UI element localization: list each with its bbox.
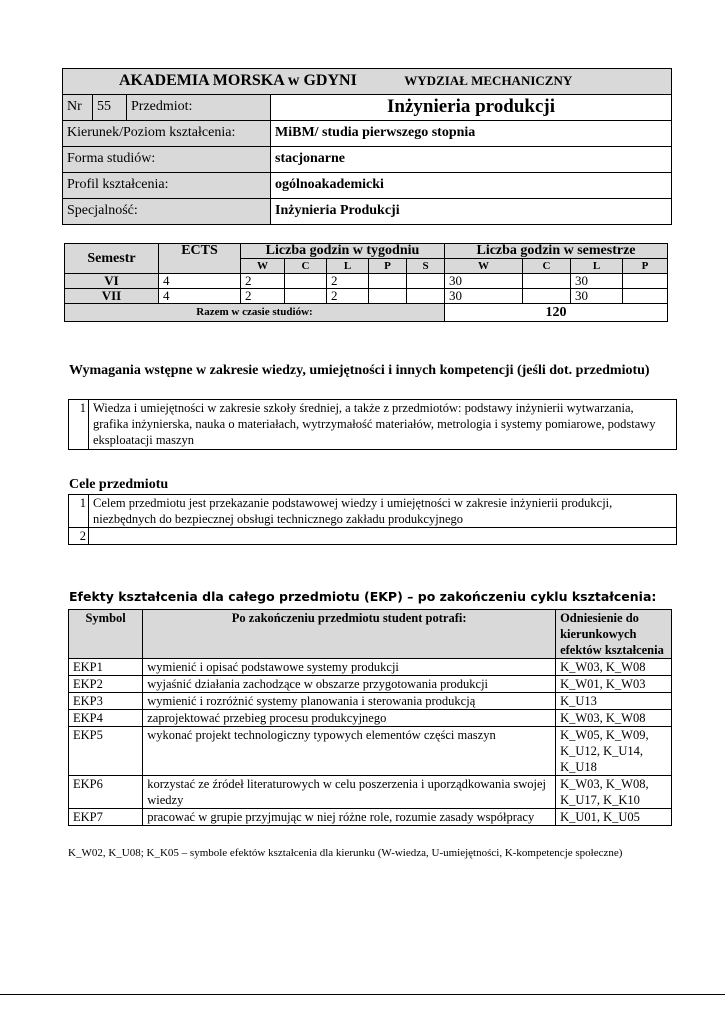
institution-name: AKADEMIA MORSKA w GDYNI bbox=[119, 72, 357, 89]
total-value: 120 bbox=[445, 304, 668, 322]
course-header-table bbox=[62, 68, 672, 225]
ects-header: ECTS bbox=[159, 244, 241, 274]
goal-text bbox=[89, 528, 677, 545]
header-row-label: Specjalność: bbox=[63, 199, 271, 225]
hours-row bbox=[65, 274, 668, 289]
faculty-name: WYDZIAŁ MECHANICZNY bbox=[404, 73, 573, 88]
ekp-row bbox=[69, 710, 672, 727]
ekp-reference: K_W01, K_W03 bbox=[556, 676, 672, 693]
ekp-description: zaprojektować przebieg procesu produkcyjnego bbox=[143, 710, 556, 727]
requirements-table bbox=[68, 399, 677, 450]
hours-cell: 2 bbox=[327, 289, 369, 304]
ekp-heading: Efekty kształcenia dla całego przedmiotu (EKP) – po zakończeniu cyklu kształcenia: bbox=[69, 589, 657, 604]
goal-row bbox=[69, 495, 677, 528]
hours-cell: 30 bbox=[571, 289, 623, 304]
hours-cell bbox=[623, 274, 668, 289]
col-header: L bbox=[571, 259, 623, 274]
header-row bbox=[63, 121, 672, 147]
header-row-label: Profil kształcenia: bbox=[63, 173, 271, 199]
semester-cell: VI bbox=[65, 274, 159, 289]
ekp-row bbox=[69, 727, 672, 776]
header-row bbox=[63, 173, 672, 199]
ekp-symbol: EKP3 bbox=[69, 693, 143, 710]
goal-number: 2 bbox=[69, 528, 89, 545]
col-header: W bbox=[445, 259, 523, 274]
semester-cell: VII bbox=[65, 289, 159, 304]
hours-cell: 2 bbox=[241, 274, 285, 289]
col-header: S bbox=[407, 259, 445, 274]
semester-header: Semestr bbox=[65, 244, 159, 274]
header-row-value: Inżynieria Produkcji bbox=[271, 199, 672, 225]
hours-cell bbox=[407, 289, 445, 304]
hours-cell: 2 bbox=[241, 289, 285, 304]
nr-label: Nr bbox=[63, 95, 93, 121]
ekp-description: korzystać ze źródeł literaturowych w celu poszerzenia i uporządkowania swojej wiedzy bbox=[143, 776, 556, 809]
hours-cell bbox=[369, 289, 407, 304]
ekp-reference: K_W05, K_W09, K_U12, K_U14, K_U18 bbox=[556, 727, 672, 776]
col-header: P bbox=[369, 259, 407, 274]
ekp-reference: K_W03, K_W08, K_U17, K_K10 bbox=[556, 776, 672, 809]
description-header: Po zakończeniu przedmiotu student potrafi: bbox=[143, 610, 556, 659]
ekp-reference: K_W03, K_W08 bbox=[556, 659, 672, 676]
subject-label: Przedmiot: bbox=[127, 95, 271, 121]
header-row-value: ogólnoakademicki bbox=[271, 173, 672, 199]
total-row bbox=[65, 304, 668, 322]
goal-row bbox=[69, 528, 677, 545]
ekp-description: wyjaśnić działania zachodzące w obszarze przygotowania produkcji bbox=[143, 676, 556, 693]
ekp-reference: K_W03, K_W08 bbox=[556, 710, 672, 727]
ekp-row bbox=[69, 693, 672, 710]
col-header: P bbox=[623, 259, 668, 274]
hours-cell bbox=[523, 274, 571, 289]
ekp-symbol: EKP7 bbox=[69, 809, 143, 826]
col-header: C bbox=[285, 259, 327, 274]
ects-cell: 4 bbox=[159, 274, 241, 289]
hours-cell bbox=[623, 289, 668, 304]
hours-cell: 30 bbox=[445, 274, 523, 289]
header-row-label: Kierunek/Poziom kształcenia: bbox=[63, 121, 271, 147]
requirements-heading: Wymagania wstępne w zakresie wiedzy, umiejętności i innych kompetencji (jeśli dot. przedmiotu) bbox=[69, 363, 650, 378]
hours-cell: 30 bbox=[571, 274, 623, 289]
requirement-text: Wiedza i umiejętności w zakresie szkoły średniej, a także z przedmiotów: podstawy inżynierii wytwarzania, grafika inżynierska, nauka o materiałach, wytrzymałość materiałów, metrologia i systemy pomiarowe, podstawy eksploatacji maszyn bbox=[89, 400, 677, 450]
semester-hours-header: Liczba godzin w semestrze bbox=[445, 244, 668, 259]
page-bottom-rule bbox=[0, 994, 725, 995]
hours-row bbox=[65, 289, 668, 304]
col-header: W bbox=[241, 259, 285, 274]
hours-cell bbox=[407, 274, 445, 289]
goal-number: 1 bbox=[69, 495, 89, 528]
reference-header: Odniesienie do kierunkowych efektów kształcenia bbox=[556, 610, 672, 659]
ekp-symbol: EKP1 bbox=[69, 659, 143, 676]
hours-cell bbox=[523, 289, 571, 304]
nr-value: 55 bbox=[93, 95, 127, 121]
total-label: Razem w czasie studiów: bbox=[65, 304, 445, 322]
requirement-number: 1 bbox=[69, 400, 89, 450]
col-header: C bbox=[523, 259, 571, 274]
header-title-row bbox=[63, 69, 672, 95]
ekp-table bbox=[68, 609, 672, 826]
ekp-symbol: EKP5 bbox=[69, 727, 143, 776]
subject-value: Inżynieria produkcji bbox=[271, 95, 672, 121]
weekly-hours-header: Liczba godzin w tygodniu bbox=[241, 244, 445, 259]
ekp-row bbox=[69, 676, 672, 693]
symbol-header: Symbol bbox=[69, 610, 143, 659]
hours-cell: 30 bbox=[445, 289, 523, 304]
subject-row bbox=[63, 95, 672, 121]
col-header: L bbox=[327, 259, 369, 274]
header-row bbox=[63, 147, 672, 173]
ekp-description: wykonać projekt technologiczny typowych elementów części maszyn bbox=[143, 727, 556, 776]
ekp-footnote: K_W02, K_U08; K_K05 – symbole efektów kształcenia dla kierunku (W-wiedza, U-umiejętności, K-kompetencje społeczne) bbox=[68, 847, 623, 859]
ekp-description: wymienić i rozróżnić systemy planowania i sterowania produkcją bbox=[143, 693, 556, 710]
hours-cell: 2 bbox=[327, 274, 369, 289]
hours-cell bbox=[285, 274, 327, 289]
requirement-row bbox=[69, 400, 677, 450]
hours-cell bbox=[369, 274, 407, 289]
ekp-header-row bbox=[69, 610, 672, 659]
ekp-symbol: EKP2 bbox=[69, 676, 143, 693]
hours-table bbox=[64, 243, 668, 322]
ekp-reference: K_U13 bbox=[556, 693, 672, 710]
ekp-symbol: EKP4 bbox=[69, 710, 143, 727]
ects-cell: 4 bbox=[159, 289, 241, 304]
ekp-row bbox=[69, 809, 672, 826]
ekp-reference: K_U01, K_U05 bbox=[556, 809, 672, 826]
goals-heading: Cele przedmiotu bbox=[69, 477, 169, 492]
ekp-description: pracować w grupie przyjmując w niej różne role, rozumie zasady współpracy bbox=[143, 809, 556, 826]
header-row-value: MiBM/ studia pierwszego stopnia bbox=[271, 121, 672, 147]
ekp-description: wymienić i opisać podstawowe systemy produkcji bbox=[143, 659, 556, 676]
hours-cell bbox=[285, 289, 327, 304]
header-row-value: stacjonarne bbox=[271, 147, 672, 173]
goals-table bbox=[68, 494, 677, 545]
ekp-row bbox=[69, 776, 672, 809]
goal-text: Celem przedmiotu jest przekazanie podstawowej wiedzy i umiejętności w zakresie inżynierii produkcji, niezbędnych do bezpiecznej obsługi technicznego zakładu produkcyjnego bbox=[89, 495, 677, 528]
header-row bbox=[63, 199, 672, 225]
ekp-row bbox=[69, 659, 672, 676]
ekp-symbol: EKP6 bbox=[69, 776, 143, 809]
header-row-label: Forma studiów: bbox=[63, 147, 271, 173]
